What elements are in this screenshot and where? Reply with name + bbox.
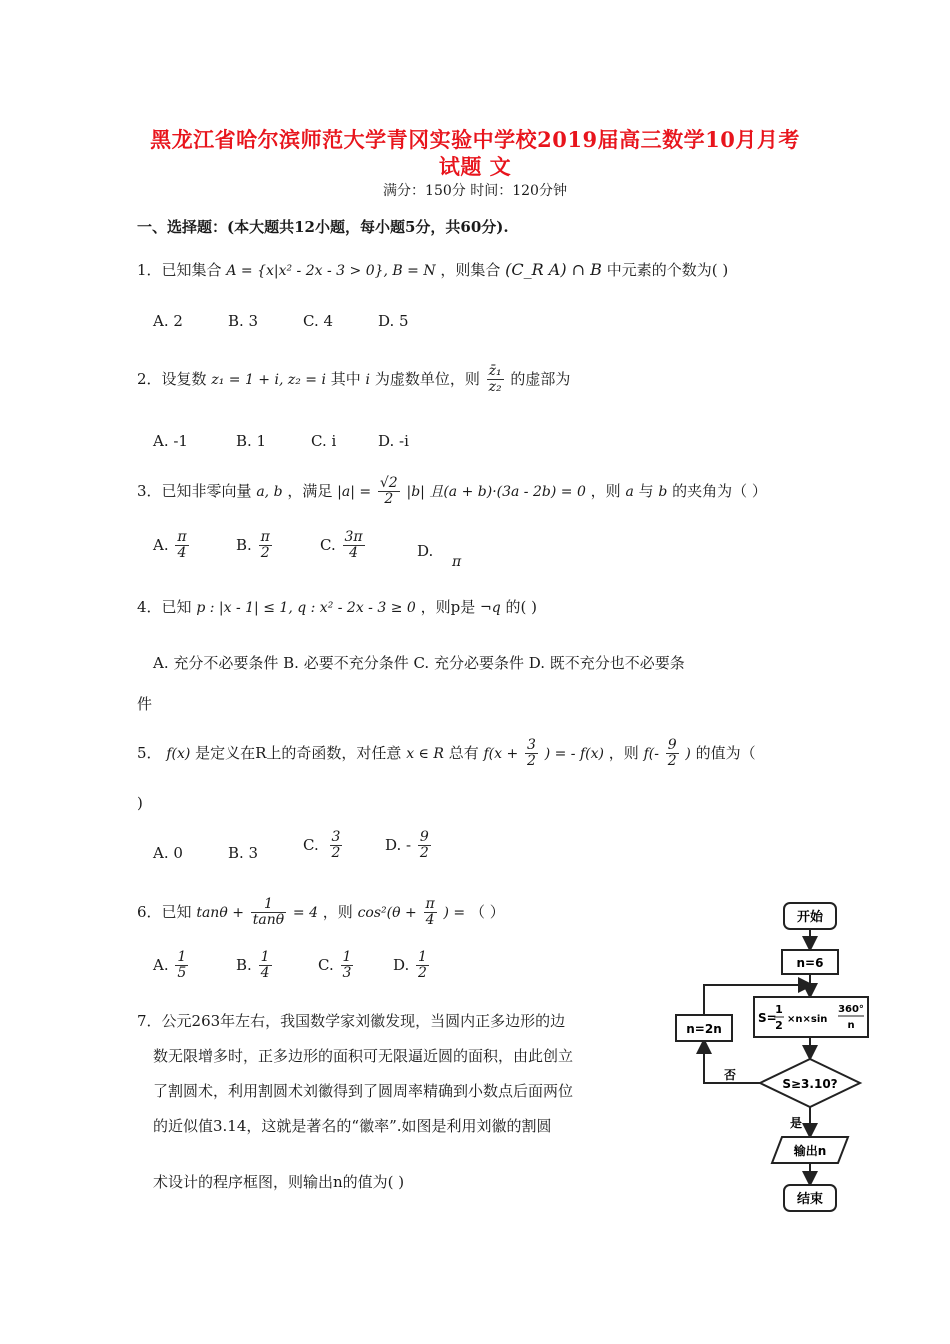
q5-val-b: ) [685,745,691,762]
q3-vector-a: a [625,483,634,500]
q3-option-c-num: 3π [344,529,363,545]
q3-suffix: 的夹角为（ ） [672,481,767,500]
q6-option-d-num: 1 [418,949,427,965]
q3-option-c-label: C. [320,535,336,554]
flowchart-formula-s: S= [758,1011,777,1025]
q5-wrap: ) [137,794,143,812]
q5-option-d-frac [418,830,431,862]
q6-prefix: 6．已知 [137,902,192,921]
q3-option-d [417,542,462,570]
q5-eq-b: ) = - f(x) [544,745,604,762]
q6-option-a-num: 1 [177,949,187,965]
flowchart-formula-fden: n [847,1020,855,1031]
q1-prefix: 1．已知集合 [137,261,222,279]
question-6 [137,897,505,929]
q3-option-a-frac [175,530,188,562]
q6-cos-den: 4 [425,912,435,929]
q2-option-d: D. -i [378,432,409,450]
q5-option-c-label: C. [303,835,319,854]
q7-line-2: 数无限增多时，正多边形的面积可无限逼近圆的面积，由此创立 [153,1047,574,1065]
flowchart [670,895,910,1225]
q5-eq-den: 2 [527,753,536,770]
q6-option-d-den: 2 [418,965,427,982]
flowchart-formula-num: 1 [775,1003,783,1016]
q2-fraction [487,364,504,396]
q6-option-d [393,950,431,982]
q5-val-num: 9 [667,737,677,753]
flowchart-formula-fnum: 360° [838,1004,864,1015]
q6-option-b-label: B. [236,955,252,974]
q1-mid: ，则集合 [440,261,501,279]
q2-imag-unit: i [365,371,371,388]
q5-eq-num: 3 [527,737,536,753]
q5-val-frac [666,738,679,770]
q2-mid2: 为虚数单位，则 [374,369,480,388]
q3-mid1: ，满足 [287,481,333,500]
q5-option-c-den: 2 [331,845,341,862]
flowchart-formula-den: 2 [775,1019,783,1032]
q5-suffix: 的值为（ [695,743,756,762]
q5-option-d-label: D. - [385,835,412,854]
q3-option-a-num: π [177,529,187,545]
q5-prefix: 5． [137,743,162,762]
q5-mid2: 总有 [448,743,479,762]
q5-eq-frac [525,738,538,770]
q5-mid1: 是定义在R上的奇函数，对任意 [195,743,402,762]
q2-option-a: A. -1 [153,432,188,450]
q4-mid: ，则p是 [420,598,476,616]
q2-complex-def: z₁ = 1 + i, z₂ = i [211,371,326,388]
q6-option-c-label: C. [318,955,334,974]
q3-option-a [153,530,191,562]
q1-set-expr: (C_R A) ∩ B [505,260,602,279]
q3-cond-num: √2 [379,475,398,491]
q7-line-1: 7．公元263年左右，我国数学家刘徽发现，当圆内正多边形的边 [137,1012,566,1030]
q6-close: ) = [443,904,466,921]
q4-suffix: 的( ) [505,598,537,616]
q3-option-c [320,530,367,562]
question-2 [137,364,570,396]
q6-option-b-frac [259,950,272,982]
q5-eq-a: f(x + [483,745,519,762]
question-5 [137,738,756,770]
q5-option-d [385,830,433,862]
q3-option-d-value: π [452,554,462,570]
q3-option-b-den: 2 [260,545,270,562]
flowchart-init-label: n=6 [796,956,824,970]
q4-prefix: 4．已知 [137,598,192,616]
q5-val-a: f(- [643,745,659,762]
q5-option-c-frac [330,830,343,862]
exam-subtitle: 满分：150分 时间：120分钟 [383,183,567,199]
q2-frac-den: z₂ [488,379,502,396]
flowchart-decision-label: S≥3.10? [782,1077,838,1091]
q6-tan-den: tanθ [252,912,285,929]
q3-cond-fraction [378,476,400,508]
q6-option-b-num: 1 [260,949,270,965]
flowchart-yes-label: 是 [790,1116,803,1130]
q5-option-a: A. 0 [153,844,183,862]
q6-option-d-frac [416,950,429,982]
q3-vectors: a, b [256,483,283,500]
section-heading: 一、选择题：(本大题共12小题，每小题5分，共60分). [137,218,509,236]
q3-option-c-den: 4 [349,545,359,562]
q6-tan: tanθ + [196,904,244,921]
q4-options: A. 充分不必要条件 B. 必要不充分条件 C. 充分必要条件 D. 既不充分也不必要条 [153,654,685,672]
question-4 [137,600,537,615]
q6-cos-num: π [425,896,435,912]
q6-option-c-frac [341,950,354,982]
q3-vector-b: b [658,483,668,500]
q6-option-c-den: 3 [342,965,352,982]
q1-option-c: C. 4 [303,312,334,330]
flowchart-update-label: n=2n [686,1022,722,1036]
q5-fx: f(x) [166,745,191,762]
q3-option-d-label: D. [417,542,434,560]
q6-option-a-den: 5 [177,965,187,982]
q6-option-a-frac [175,950,188,982]
q2-mid1: 其中 [330,369,361,388]
q4-not-q: ¬q [479,600,501,616]
exam-title-line2: 试题 文 [438,154,512,179]
q2-frac-num: z̄₁ [488,363,502,379]
q2-prefix: 2．设复数 [137,369,207,388]
q5-x-in-r: x ∈ R [406,745,444,762]
q3-cond-a: |a| = [337,483,372,500]
q2-option-b: B. 1 [236,432,267,450]
question-3 [137,476,767,508]
q3-option-b-frac [259,530,272,562]
exam-title-line1: 黑龙江省哈尔滨师范大学青冈实验中学校2019届高三数学10月月考 [150,127,800,152]
q1-set-def: A = {x|x² - 2x - 3 > 0}, B = N [226,263,436,279]
q3-mid3: 与 [638,481,654,500]
q3-option-a-den: 4 [177,545,187,562]
q2-suffix: 的虚部为 [510,369,571,388]
q3-cond-den: 2 [384,491,394,508]
q2-option-c: C. i [311,432,337,450]
q3-option-a-label: A. [153,535,169,554]
q5-option-d-num: 9 [419,829,429,845]
q3-option-b [236,530,274,562]
q6-tan-num: 1 [251,897,286,913]
flowchart-end-label: 结束 [796,1192,824,1207]
q3-cond-b: |b| 且(a + b)·(3a - 2b) = 0 [406,483,586,500]
q6-eq: = 4 [292,904,319,921]
q1-option-d: D. 5 [378,312,409,330]
q3-option-b-num: π [260,529,270,545]
q5-option-c [303,830,344,862]
q3-mid2: ，则 [590,481,621,500]
q7-line-4: 的近似值3.14，这就是著名的“徽率”.如图是利用刘徽的割圆 [153,1117,552,1135]
q6-option-a-label: A. [153,955,169,974]
flowchart-formula-mid: ×n×sin [787,1014,828,1025]
q6-option-b-den: 4 [260,965,270,982]
q6-option-d-label: D. [393,955,410,974]
q6-option-a [153,950,190,982]
q6-option-c [318,950,355,982]
q6-cos: cos²(θ + [357,904,417,921]
q5-option-d-den: 2 [419,845,429,862]
q6-mid: ，则 [322,902,353,921]
q1-option-a: A. 2 [153,312,183,330]
q1-suffix: 中元素的个数为( ) [606,261,729,279]
q4-propositions: p : |x - 1| ≤ 1, q : x² - 2x - 3 ≥ 0 [196,600,416,616]
q5-option-c-num: 3 [331,829,341,845]
q6-cos-frac [424,897,437,929]
question-1 [137,262,728,278]
q3-option-c-frac [343,530,365,562]
flowchart-start-label: 开始 [796,910,824,925]
q3-option-b-label: B. [236,535,252,554]
q1-option-b: B. 3 [228,312,259,330]
q6-tan-frac [251,897,286,929]
q5-mid3: ，则 [608,743,639,762]
q7-line-3: 了割圆术，利用割圆术刘徽得到了圆周率精确到小数点后面两位 [153,1082,574,1100]
q7-line-5: 术设计的程序框图，则输出n的值为( ) [153,1173,405,1191]
q6-option-b [236,950,274,982]
flowchart-no-label: 否 [724,1068,737,1082]
q6-suffix: （ ） [469,902,505,921]
flowchart-output-label: 输出n [793,1144,827,1158]
q3-prefix: 3．已知非零向量 [137,481,252,500]
q5-val-den: 2 [667,753,677,770]
q6-option-c-num: 1 [342,949,352,965]
q5-option-b: B. 3 [228,844,259,862]
q4-options-wrap: 件 [137,695,153,713]
